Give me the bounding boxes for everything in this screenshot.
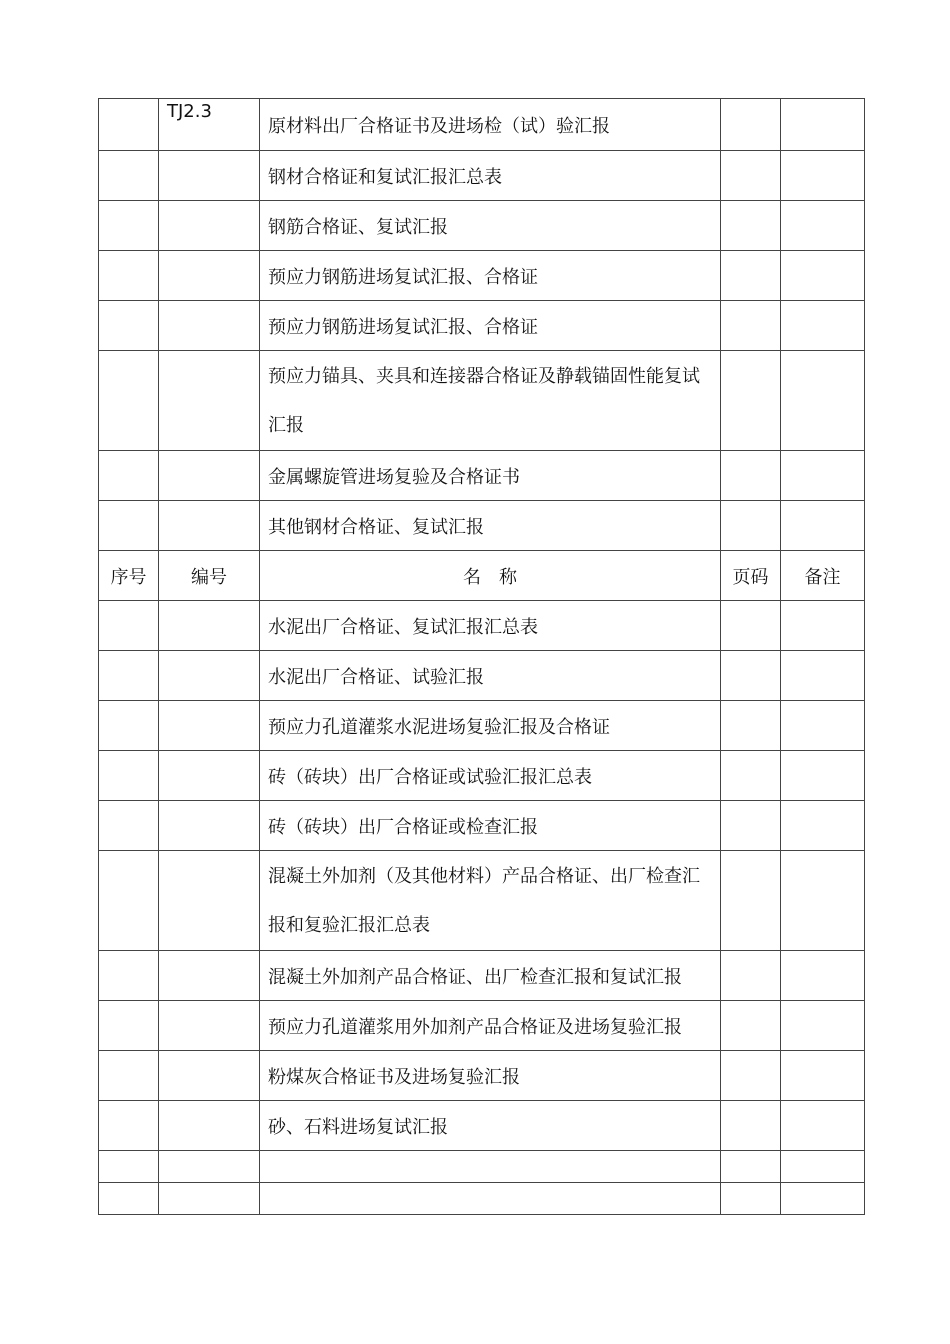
code-cell: TJ2.3 — [159, 99, 260, 151]
code-cell — [159, 151, 260, 201]
name-cell: 预应力锚具、夹具和连接器合格证及静载锚固性能复试汇报 — [260, 351, 721, 451]
name-cell — [260, 1151, 721, 1183]
page-cell — [721, 701, 781, 751]
table-row — [99, 201, 865, 251]
page-cell — [721, 351, 781, 451]
seq-cell — [99, 751, 159, 801]
remark-cell — [781, 851, 865, 951]
name-cell: 预应力钢筋进场复试汇报、合格证 — [260, 251, 721, 301]
code-cell — [159, 701, 260, 751]
seq-cell — [99, 851, 159, 951]
table-row — [99, 951, 865, 1001]
remark-cell — [781, 1151, 865, 1183]
remark-cell — [781, 501, 865, 551]
name-cell: 原材料出厂合格证书及进场检（试）验汇报 — [260, 99, 721, 151]
table-row — [99, 451, 865, 501]
code-cell — [159, 1151, 260, 1183]
materials-table — [98, 98, 865, 1215]
code-cell — [159, 651, 260, 701]
remark-cell — [781, 801, 865, 851]
seq-cell — [99, 801, 159, 851]
code-cell — [159, 501, 260, 551]
page-cell — [721, 801, 781, 851]
page-cell — [721, 1101, 781, 1151]
name-cell: 金属螺旋管进场复验及合格证书 — [260, 451, 721, 501]
seq-cell — [99, 951, 159, 1001]
remark-cell — [781, 201, 865, 251]
name-cell: 钢筋合格证、复试汇报 — [260, 201, 721, 251]
remark-cell — [781, 751, 865, 801]
seq-cell — [99, 1151, 159, 1183]
remark-cell — [781, 651, 865, 701]
page-cell — [721, 1001, 781, 1051]
name-cell: 预应力孔道灌浆用外加剂产品合格证及进场复验汇报 — [260, 1001, 721, 1051]
seq-cell — [99, 451, 159, 501]
code-cell — [159, 201, 260, 251]
page-cell — [721, 651, 781, 701]
code-cell — [159, 301, 260, 351]
table-row — [99, 701, 865, 751]
page-cell — [721, 601, 781, 651]
table-row — [99, 501, 865, 551]
code-cell — [159, 951, 260, 1001]
page-cell — [721, 851, 781, 951]
page-cell — [721, 301, 781, 351]
seq-cell — [99, 1183, 159, 1215]
code-cell — [159, 601, 260, 651]
seq-cell — [99, 1101, 159, 1151]
name-cell: 钢材合格证和复试汇报汇总表 — [260, 151, 721, 201]
remark-cell — [781, 951, 865, 1001]
table-header-row — [99, 551, 865, 601]
remark-cell — [781, 451, 865, 501]
table-row — [99, 301, 865, 351]
name-cell: 砖（砖块）出厂合格证或检查汇报 — [260, 801, 721, 851]
remark-cell — [781, 1001, 865, 1051]
name-cell: 混凝土外加剂（及其他材料）产品合格证、出厂检查汇报和复验汇报汇总表 — [260, 851, 721, 951]
seq-cell — [99, 651, 159, 701]
name-cell: 预应力孔道灌浆水泥进场复验汇报及合格证 — [260, 701, 721, 751]
code-cell — [159, 1183, 260, 1215]
name-cell: 水泥出厂合格证、试验汇报 — [260, 651, 721, 701]
remark-cell — [781, 251, 865, 301]
table-row — [99, 651, 865, 701]
code-cell — [159, 751, 260, 801]
name-cell: 水泥出厂合格证、复试汇报汇总表 — [260, 601, 721, 651]
header-seq: 序号 — [99, 551, 159, 601]
seq-cell — [99, 251, 159, 301]
seq-cell — [99, 201, 159, 251]
page-cell — [721, 951, 781, 1001]
code-cell — [159, 1101, 260, 1151]
seq-cell — [99, 351, 159, 451]
code-cell — [159, 451, 260, 501]
name-cell — [260, 1183, 721, 1215]
seq-cell — [99, 1051, 159, 1101]
code-cell — [159, 851, 260, 951]
table-row — [99, 1051, 865, 1101]
name-cell: 预应力钢筋进场复试汇报、合格证 — [260, 301, 721, 351]
page-cell — [721, 1051, 781, 1101]
page-cell — [721, 751, 781, 801]
page-cell — [721, 501, 781, 551]
remark-cell — [781, 1183, 865, 1215]
page-cell — [721, 1151, 781, 1183]
header-code: 编号 — [159, 551, 260, 601]
page-cell — [721, 451, 781, 501]
code-cell — [159, 801, 260, 851]
page-cell — [721, 151, 781, 201]
empty-row — [99, 1183, 865, 1215]
remark-cell — [781, 301, 865, 351]
remark-cell — [781, 99, 865, 151]
header-name: 名 称 — [260, 551, 721, 601]
remark-cell — [781, 601, 865, 651]
seq-cell — [99, 301, 159, 351]
table-row — [99, 351, 865, 451]
name-cell: 砂、石料进场复试汇报 — [260, 1101, 721, 1151]
remark-cell — [781, 351, 865, 451]
page-cell — [721, 251, 781, 301]
table-row — [99, 1101, 865, 1151]
header-page: 页码 — [721, 551, 781, 601]
empty-row — [99, 1151, 865, 1183]
page-cell — [721, 1183, 781, 1215]
name-cell: 混凝土外加剂产品合格证、出厂检查汇报和复试汇报 — [260, 951, 721, 1001]
code-cell — [159, 251, 260, 301]
table-row — [99, 1001, 865, 1051]
table-row — [99, 99, 865, 151]
table-row — [99, 851, 865, 951]
table-row — [99, 751, 865, 801]
table-row — [99, 251, 865, 301]
table-row — [99, 601, 865, 651]
page-cell — [721, 201, 781, 251]
seq-cell — [99, 601, 159, 651]
code-cell — [159, 351, 260, 451]
name-cell: 粉煤灰合格证书及进场复验汇报 — [260, 1051, 721, 1101]
seq-cell — [99, 701, 159, 751]
table-row — [99, 801, 865, 851]
name-cell: 其他钢材合格证、复试汇报 — [260, 501, 721, 551]
remark-cell — [781, 1101, 865, 1151]
seq-cell — [99, 1001, 159, 1051]
seq-cell — [99, 99, 159, 151]
page-cell — [721, 99, 781, 151]
remark-cell — [781, 1051, 865, 1101]
table-row — [99, 151, 865, 201]
code-cell — [159, 1051, 260, 1101]
seq-cell — [99, 151, 159, 201]
header-remark: 备注 — [781, 551, 865, 601]
name-cell: 砖（砖块）出厂合格证或试验汇报汇总表 — [260, 751, 721, 801]
seq-cell — [99, 501, 159, 551]
remark-cell — [781, 151, 865, 201]
remark-cell — [781, 701, 865, 751]
code-cell — [159, 1001, 260, 1051]
